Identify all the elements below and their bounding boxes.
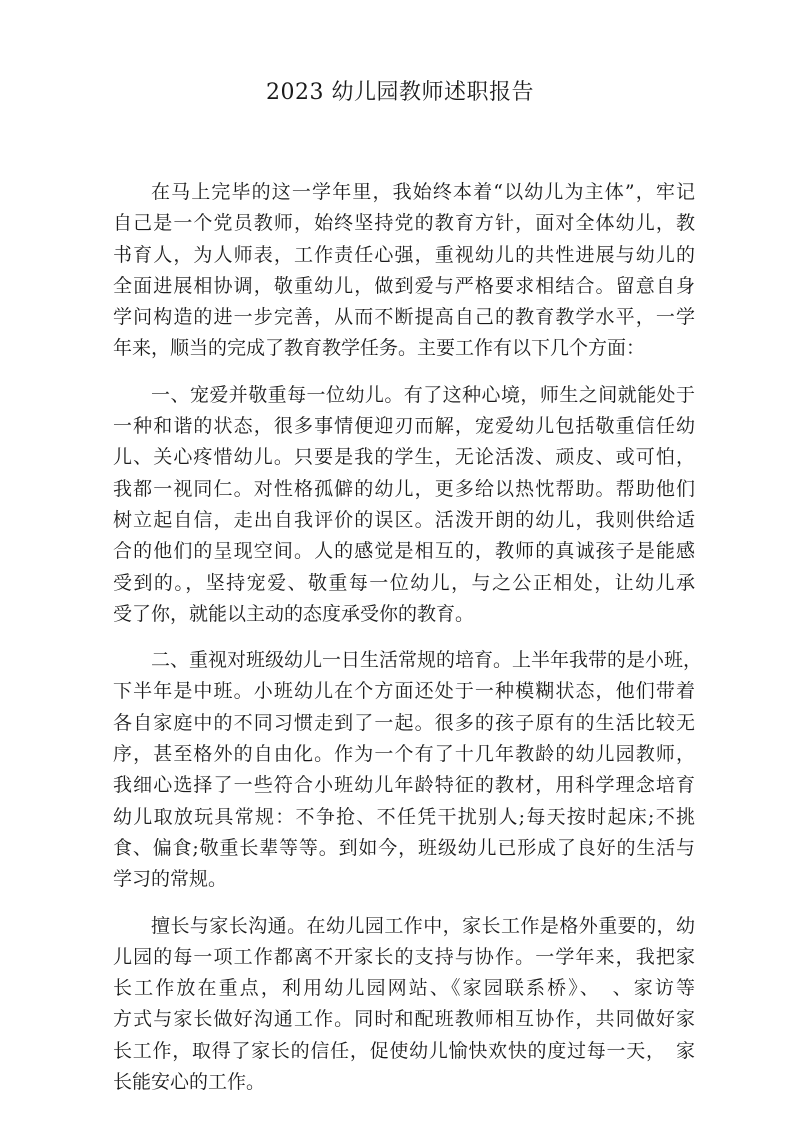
paragraph-line: 长工作，取得了家长的信任，促使幼儿愉快欢快的度过每一天， 家 (113, 1039, 695, 1062)
document-title: 2023 幼儿园教师述职报告 (266, 80, 534, 105)
document-body (113, 177, 703, 1098)
paragraph-line: 擅长与家长沟通。在幼儿园工作中，家长工作是格外重要的，幼 (151, 914, 695, 937)
paragraph-intro (113, 177, 695, 365)
paragraph-line: 下半年是中班。小班幼儿在个方面还处于一种模糊状态，他们带着 (113, 680, 695, 703)
paragraph-line: 各自家庭中的不同习惯走到了一起。很多的孩子原有的生活比较无 (113, 711, 695, 734)
paragraph-line: 长能安心的工作。 (113, 1071, 266, 1094)
paragraph-section-one (113, 380, 695, 630)
paragraph-line: 树立起自信，走出自我评价的误区。活泼开朗的幼儿，我则供给适 (113, 508, 695, 531)
paragraph-line: 受到的。，坚持宠爱、敬重每一位幼儿，与之公正相处，让幼儿承 (113, 571, 695, 594)
paragraph-line: 在马上完毕的这一学年里，我始终本着“以幼儿为主体”，牢记 (151, 181, 695, 203)
paragraph-section-two (113, 645, 703, 895)
paragraph-line: 食、偏食;敬重长辈等等。到如今，班级幼儿已形成了良好的生活与 (113, 836, 695, 859)
paragraph-line: 幼儿取放玩具常规：不争抢、不任凭干扰别人;每天按时起床;不挑 (113, 805, 695, 828)
paragraph-line: 学习的常规。 (113, 868, 228, 891)
paragraph-line: 二、重视对班级幼儿一日生活常规的培育。上半年我带的是小班， (151, 649, 703, 672)
paragraph-line: 学问构造的进一步完善，从而不断提高自己的教育教学水平，一学 (113, 306, 695, 329)
paragraph-line: 全面进展相协调，敬重幼儿，做到爱与严格要求相结合。留意自身 (113, 274, 695, 297)
paragraph-line: 一、宠爱并敬重每一位幼儿。有了这种心境，师生之间就能处于 (151, 383, 695, 406)
paragraph-parent-communication (113, 911, 695, 1099)
paragraph-line: 书育人，为人师表，工作责任心强，重视幼儿的共性进展与幼儿的 (113, 243, 695, 266)
paragraph-line: 一种和谐的状态，很多事情便迎刃而解，宠爱幼儿包括敬重信任幼 (113, 415, 695, 438)
paragraph-line: 方式与家长做好沟通工作。同时和配班教师相互协作，共同做好家 (113, 1008, 695, 1031)
paragraph-line: 序，甚至格外的自由化。作为一个有了十几年教龄的幼儿园教师， (113, 743, 695, 766)
paragraph-line: 儿园的每一项工作都离不开家长的支持与协作。一学年来，我把家 (113, 945, 695, 968)
paragraph-line: 我细心选择了一些符合小班幼儿年龄特征的教材，用科学理念培育 (113, 774, 695, 797)
paragraph-line: 长工作放在重点，利用幼儿园网站、《家园联系桥》、 、家访等 (113, 977, 695, 1000)
paragraph-line: 年来，顺当的完成了教育教学任务。主要工作有以下几个方面： (113, 337, 646, 360)
paragraph-line: 合的他们的呈现空间。人的感觉是相互的，教师的真诚孩子是能感 (113, 540, 695, 563)
paragraph-line: 自己是一个党员教师，始终坚持党的教育方针，面对全体幼儿，教 (113, 212, 695, 235)
paragraph-line: 我都一视同仁。对性格孤僻的幼儿，更多给以热忱帮助。帮助他们 (113, 477, 695, 500)
paragraph-line: 受了你，就能以主动的态度承受你的教育。 (113, 602, 475, 625)
paragraph-line: 儿、关心疼惜幼儿。只要是我的学生，无论活泼、顽皮、或可怕， (113, 446, 695, 469)
